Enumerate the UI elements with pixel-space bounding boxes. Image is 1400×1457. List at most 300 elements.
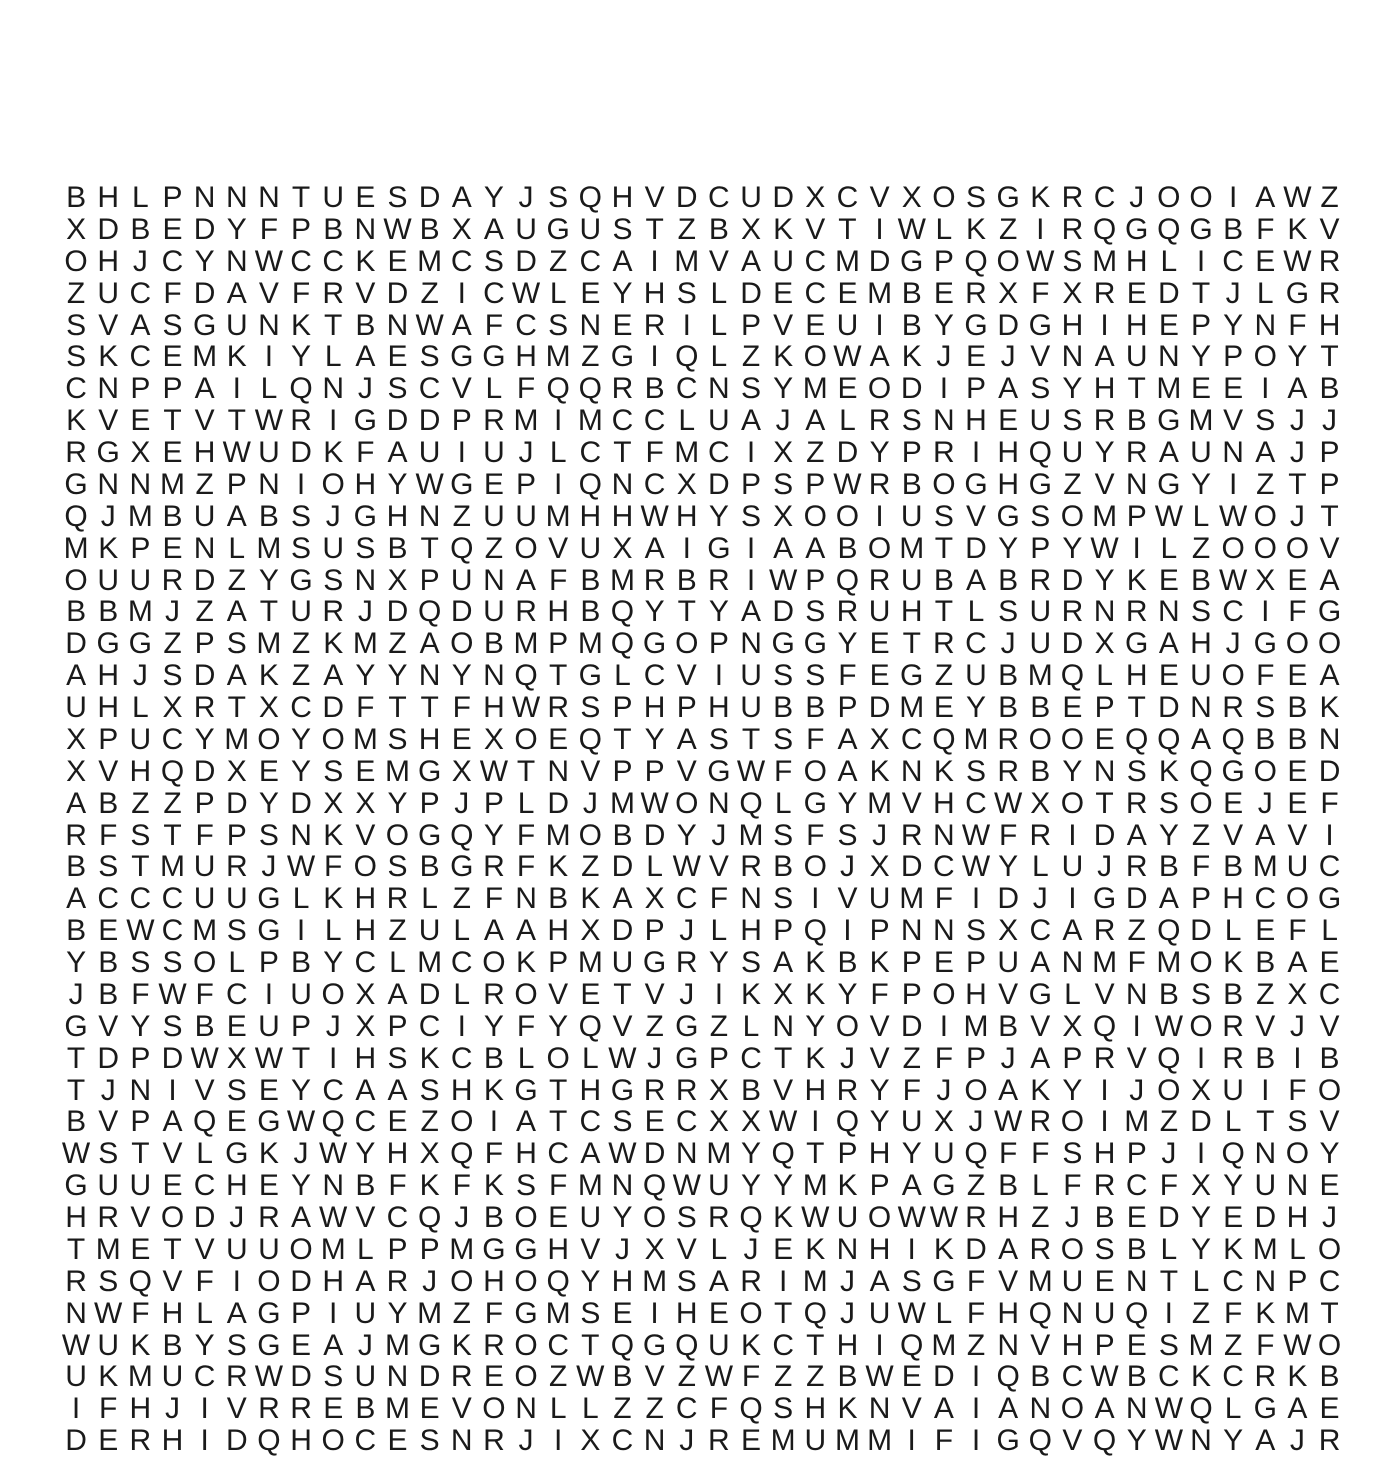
grid-letter: V xyxy=(1319,1009,1340,1043)
grid-letter: U xyxy=(258,436,280,469)
grid-letter: B xyxy=(1287,691,1308,724)
grid-letter: H xyxy=(900,595,923,629)
grid-letter: W xyxy=(190,1041,219,1075)
grid-letter: H xyxy=(290,1424,312,1457)
grid-letter: V xyxy=(98,1105,119,1139)
grid-letter: R xyxy=(933,627,955,661)
grid-letter: F xyxy=(516,818,536,852)
grid-letter: B xyxy=(773,850,794,884)
grid-letter: C xyxy=(772,1328,794,1362)
grid-letter: A xyxy=(644,531,665,565)
grid-letter: Y xyxy=(226,212,247,246)
grid-letter: V xyxy=(773,1073,794,1107)
grid-letter: J xyxy=(1257,786,1273,820)
grid-letter: O xyxy=(803,499,827,533)
grid-letter: I xyxy=(746,436,756,469)
grid-letter: V xyxy=(998,1264,1019,1298)
grid-row xyxy=(60,788,1346,820)
grid-letter: L xyxy=(421,882,438,916)
grid-letter: L xyxy=(1031,1169,1049,1203)
grid-letter: K xyxy=(869,754,890,788)
grid-letter: V xyxy=(162,1264,183,1298)
grid-letter: R xyxy=(643,308,666,342)
grid-letter: M xyxy=(256,627,282,661)
grid-letter: U xyxy=(225,882,248,916)
grid-letter: B xyxy=(612,818,633,852)
grid-letter: T xyxy=(227,404,246,438)
grid-letter: D xyxy=(836,436,859,469)
grid-letter: V xyxy=(258,276,279,310)
grid-letter: P xyxy=(676,691,697,724)
grid-letter: Y xyxy=(258,563,279,597)
grid-letter: P xyxy=(387,1232,408,1266)
grid-letter: N xyxy=(1318,722,1341,756)
grid-letter: R xyxy=(65,1264,87,1298)
grid-letter: B xyxy=(1158,850,1179,884)
grid-letter: M xyxy=(1092,499,1118,533)
grid-letter: N xyxy=(1254,1137,1277,1171)
grid-letter: M xyxy=(192,914,218,948)
grid-letter: D xyxy=(515,244,537,278)
grid-letter: E xyxy=(1062,691,1083,724)
grid-letter: K xyxy=(933,754,954,788)
grid-letter: F xyxy=(709,1392,729,1426)
grid-letter: M xyxy=(159,467,185,501)
grid-letter: C xyxy=(965,627,987,661)
grid-letter: V xyxy=(548,977,569,1011)
grid-letter: W xyxy=(415,308,444,342)
grid-letter: N xyxy=(772,1009,794,1043)
grid-letter: B xyxy=(1030,754,1051,788)
grid-letter: Y xyxy=(805,1009,826,1043)
grid-letter: N xyxy=(1286,1169,1309,1203)
grid-letter: Y xyxy=(355,659,376,693)
grid-letter: X xyxy=(162,691,183,724)
grid-letter: G xyxy=(1028,308,1052,342)
grid-letter: Q xyxy=(900,1328,924,1362)
grid-letter: U xyxy=(1125,340,1148,374)
grid-letter: U xyxy=(1061,1264,1084,1298)
grid-letter: Y xyxy=(194,244,215,278)
grid-letter: P xyxy=(291,1296,312,1330)
grid-letter: F xyxy=(998,818,1018,852)
grid-letter: G xyxy=(964,308,988,342)
grid-letter: I xyxy=(1228,181,1238,214)
grid-letter: B xyxy=(773,691,794,724)
grid-letter: I xyxy=(650,1296,659,1330)
grid-letter: R xyxy=(933,436,955,469)
grid-letter: M xyxy=(577,1169,603,1203)
grid-letter: X xyxy=(708,1105,729,1139)
grid-letter: U xyxy=(708,404,730,438)
grid-letter: X xyxy=(387,563,408,597)
grid-letter: X xyxy=(66,754,87,788)
grid-letter: R xyxy=(97,1201,120,1234)
grid-letter: D xyxy=(418,977,441,1011)
grid-letter: A xyxy=(1319,563,1340,597)
grid-letter: G xyxy=(417,818,442,852)
grid-letter: V xyxy=(1287,818,1308,852)
grid-letter: H xyxy=(1093,1137,1116,1171)
grid-letter: F xyxy=(356,436,375,469)
grid-letter: N xyxy=(1061,340,1084,374)
grid-letter: V xyxy=(837,882,858,916)
grid-letter: Q xyxy=(1189,754,1213,788)
grid-letter: X xyxy=(612,531,633,565)
grid-letter: Q xyxy=(1189,1392,1213,1426)
grid-letter: Q xyxy=(1028,436,1052,469)
grid-letter: G xyxy=(675,1041,699,1075)
grid-letter: A xyxy=(516,914,537,948)
grid-letter: C xyxy=(933,850,955,884)
grid-letter: J xyxy=(132,659,148,693)
grid-letter: K xyxy=(741,977,762,1011)
grid-letter: D xyxy=(225,786,248,820)
grid-letter: G xyxy=(642,1328,667,1362)
grid-letter: H xyxy=(225,1169,248,1203)
grid-letter: E xyxy=(1126,1201,1147,1234)
grid-letter: Y xyxy=(1062,754,1083,788)
grid-letter: G xyxy=(546,212,570,246)
grid-letter: L xyxy=(710,914,728,948)
grid-letter: Q xyxy=(578,181,602,214)
grid-letter: T xyxy=(1288,467,1307,501)
grid-letter: K xyxy=(805,1041,826,1075)
grid-letter: T xyxy=(1320,340,1339,374)
grid-letter: V xyxy=(1030,1009,1051,1043)
grid-letter: R xyxy=(708,563,730,597)
grid-letter: V xyxy=(1062,1424,1083,1457)
grid-letter: J xyxy=(1161,1137,1177,1171)
grid-letter: U xyxy=(515,499,537,533)
grid-letter: I xyxy=(554,404,563,438)
grid-letter: D xyxy=(1093,818,1116,852)
grid-letter: N xyxy=(450,1424,473,1457)
grid-letter: F xyxy=(1256,1328,1275,1362)
grid-letter: R xyxy=(258,1201,280,1234)
grid-letter: M xyxy=(127,1360,153,1394)
grid-letter: D xyxy=(418,1360,441,1394)
grid-letter: N xyxy=(836,1232,859,1266)
grid-letter: I xyxy=(1261,1073,1270,1107)
grid-letter: A xyxy=(387,1073,408,1107)
grid-letter: S xyxy=(966,914,987,948)
grid-letter: L xyxy=(710,308,728,342)
grid-letter: H xyxy=(1222,882,1244,916)
grid-letter: E xyxy=(291,1328,312,1362)
grid-letter: L xyxy=(549,1392,567,1426)
grid-letter: R xyxy=(1318,1424,1341,1457)
grid-letter: W xyxy=(993,1105,1023,1139)
grid-letter: S xyxy=(162,1009,183,1043)
grid-letter: F xyxy=(324,850,343,884)
grid-letter: T xyxy=(163,404,182,438)
grid-letter: J xyxy=(839,1264,855,1298)
grid-letter: D xyxy=(322,691,345,724)
grid-letter: J xyxy=(1129,1073,1145,1107)
grid-letter: L xyxy=(1160,1232,1178,1266)
grid-letter: U xyxy=(900,499,923,533)
grid-letter: S xyxy=(516,1169,537,1203)
grid-letter: F xyxy=(774,754,793,788)
grid-letter: U xyxy=(322,531,345,565)
grid-letter: M xyxy=(674,436,700,469)
grid-letter: X xyxy=(773,499,794,533)
grid-letter: W xyxy=(833,467,862,501)
grid-row xyxy=(60,405,1346,437)
grid-letter: Q xyxy=(160,754,185,788)
grid-letter: E xyxy=(933,691,954,724)
grid-letter: G xyxy=(1317,882,1342,916)
grid-letter: N xyxy=(483,659,505,693)
grid-letter: F xyxy=(516,1009,536,1043)
grid-letter: G xyxy=(64,467,88,501)
grid-letter: S xyxy=(162,659,183,693)
grid-letter: G xyxy=(482,1232,506,1266)
grid-letter: E xyxy=(1158,659,1179,693)
grid-letter: C xyxy=(161,244,184,278)
grid-letter: Q xyxy=(578,722,602,756)
grid-letter: E xyxy=(130,404,151,438)
grid-letter: K xyxy=(773,212,794,246)
grid-letter: N xyxy=(997,1328,1019,1362)
grid-letter: C xyxy=(418,372,441,406)
grid-letter: I xyxy=(554,1424,563,1457)
grid-letter: O xyxy=(64,244,88,278)
grid-letter: V xyxy=(355,1201,376,1234)
grid-letter: N xyxy=(290,818,312,852)
grid-letter: L xyxy=(453,914,471,948)
grid-letter: C xyxy=(450,244,473,278)
grid-row xyxy=(60,437,1346,469)
grid-letter: C xyxy=(579,244,602,278)
grid-letter: A xyxy=(387,436,408,469)
grid-letter: T xyxy=(1320,499,1339,533)
grid-letter: L xyxy=(517,1041,535,1075)
grid-letter: H xyxy=(804,1392,827,1426)
grid-letter: U xyxy=(965,659,987,693)
grid-letter: Z xyxy=(195,595,214,629)
grid-letter: A xyxy=(355,340,376,374)
grid-letter: X xyxy=(773,977,794,1011)
grid-letter: A xyxy=(226,1296,247,1330)
grid-letter: F xyxy=(99,818,118,852)
grid-letter: O xyxy=(1285,627,1310,661)
grid-letter: X xyxy=(580,914,601,948)
grid-letter: T xyxy=(549,1105,568,1139)
grid-letter: S xyxy=(933,499,954,533)
grid-letter: D xyxy=(193,1201,216,1234)
grid-letter: G xyxy=(1253,1392,1277,1426)
grid-row xyxy=(60,278,1346,310)
grid-letter: I xyxy=(650,340,659,374)
grid-letter: O xyxy=(450,1105,474,1139)
grid-letter: B xyxy=(676,563,697,597)
grid-letter: Q xyxy=(578,467,602,501)
grid-letter: M xyxy=(127,595,153,629)
grid-letter: V xyxy=(1094,467,1115,501)
grid-letter: W xyxy=(61,1137,91,1171)
grid-letter: F xyxy=(1031,276,1050,310)
grid-letter: Z xyxy=(1320,181,1339,214)
grid-letter: O xyxy=(1317,627,1342,661)
grid-letter: S xyxy=(580,1296,601,1330)
grid-letter: W xyxy=(511,691,541,724)
grid-letter: S xyxy=(1190,595,1211,629)
grid-letter: S xyxy=(1030,499,1051,533)
grid-letter: E xyxy=(387,1424,408,1457)
grid-letter: Y xyxy=(291,1169,312,1203)
grid-letter: Z xyxy=(388,627,407,661)
grid-letter: Y xyxy=(708,946,729,979)
grid-letter: M xyxy=(192,340,218,374)
grid-letter: A xyxy=(998,372,1019,406)
grid-row xyxy=(60,1202,1346,1234)
grid-letter: R xyxy=(1222,691,1244,724)
grid-letter: B xyxy=(1223,977,1244,1011)
grid-letter: R xyxy=(1093,276,1116,310)
grid-letter: N xyxy=(129,467,152,501)
grid-letter: I xyxy=(875,1328,884,1362)
grid-row xyxy=(60,1138,1346,1170)
grid-letter: M xyxy=(1124,1105,1150,1139)
grid-letter: B xyxy=(805,691,826,724)
grid-letter: P xyxy=(419,786,440,820)
grid-letter: Z xyxy=(1223,1328,1243,1362)
grid-letter: Z xyxy=(677,212,696,246)
grid-letter: F xyxy=(934,1424,954,1457)
grid-letter: T xyxy=(613,977,632,1011)
grid-letter: O xyxy=(675,627,699,661)
grid-letter: D xyxy=(193,659,216,693)
grid-letter: S xyxy=(676,1201,697,1234)
grid-letter: H xyxy=(386,499,409,533)
grid-letter: J xyxy=(1289,499,1305,533)
grid-letter: R xyxy=(1093,1169,1116,1203)
grid-letter: U xyxy=(65,1360,87,1394)
grid-letter: I xyxy=(682,531,691,565)
grid-letter: P xyxy=(612,691,633,724)
grid-letter: J xyxy=(164,1392,180,1426)
grid-letter: I xyxy=(1100,1105,1109,1139)
grid-letter: A xyxy=(291,1201,312,1234)
grid-letter: H xyxy=(322,1264,345,1298)
grid-letter: K xyxy=(130,1328,151,1362)
grid-letter: S xyxy=(612,212,633,246)
grid-letter: Y xyxy=(387,1296,408,1330)
grid-letter: A xyxy=(451,308,472,342)
grid-letter: X xyxy=(451,754,472,788)
grid-letter: Z xyxy=(1191,818,1211,852)
grid-letter: N xyxy=(740,882,762,916)
grid-letter: K xyxy=(837,1169,858,1203)
grid-letter: J xyxy=(229,1201,245,1234)
grid-letter: N xyxy=(611,1169,634,1203)
grid-letter: Y xyxy=(483,1009,504,1043)
grid-letter: A xyxy=(1062,914,1083,948)
grid-letter: Y xyxy=(998,531,1019,565)
grid-letter: W xyxy=(801,1201,830,1234)
grid-letter: D xyxy=(290,786,312,820)
grid-letter: F xyxy=(1063,1169,1082,1203)
grid-letter: A xyxy=(323,1328,344,1362)
grid-letter: O xyxy=(1060,786,1085,820)
grid-letter: O xyxy=(514,722,538,756)
grid-letter: Z xyxy=(163,786,182,820)
grid-letter: D xyxy=(547,786,570,820)
grid-letter: Z xyxy=(420,1105,439,1139)
grid-letter: P xyxy=(130,1105,151,1139)
grid-letter: E xyxy=(226,1105,247,1139)
grid-letter: V xyxy=(194,1232,215,1266)
grid-letter: V xyxy=(708,850,729,884)
grid-letter: C xyxy=(290,244,312,278)
grid-letter: X xyxy=(130,436,151,469)
grid-letter: M xyxy=(320,1232,346,1266)
grid-letter: B xyxy=(1255,946,1276,979)
grid-letter: M xyxy=(577,404,603,438)
grid-letter: U xyxy=(65,691,87,724)
grid-letter: U xyxy=(1029,595,1052,629)
grid-letter: E xyxy=(580,276,601,310)
grid-letter: T xyxy=(66,1041,86,1075)
grid-letter: L xyxy=(1192,499,1210,533)
grid-letter: O xyxy=(932,977,956,1011)
grid-letter: S xyxy=(162,308,183,342)
grid-letter: H xyxy=(1125,308,1148,342)
grid-letter: M xyxy=(545,499,571,533)
grid-letter: I xyxy=(489,1105,499,1139)
grid-letter: Y xyxy=(901,1137,922,1171)
grid-letter: I xyxy=(1261,372,1270,406)
grid-letter: Q xyxy=(578,1009,602,1043)
grid-letter: B xyxy=(741,1073,762,1107)
grid-letter: L xyxy=(549,276,567,310)
grid-letter: I xyxy=(971,1392,981,1426)
grid-letter: G xyxy=(257,1105,281,1139)
grid-letter: C xyxy=(547,1137,570,1171)
grid-letter: D xyxy=(1158,1201,1180,1234)
grid-letter: C xyxy=(1318,1264,1341,1298)
grid-letter: A xyxy=(516,563,537,597)
grid-row xyxy=(60,246,1346,278)
grid-row xyxy=(60,1298,1346,1330)
grid-letter: W xyxy=(1154,1424,1184,1457)
grid-letter: Q xyxy=(803,1296,827,1330)
grid-letter: A xyxy=(1126,818,1147,852)
grid-letter: D xyxy=(450,595,473,629)
grid-letter: V xyxy=(98,404,119,438)
grid-letter: V xyxy=(98,1009,119,1043)
grid-letter: B xyxy=(612,1360,633,1394)
grid-letter: U xyxy=(290,977,312,1011)
grid-letter: P xyxy=(483,786,504,820)
grid-letter: M xyxy=(867,786,893,820)
grid-letter: B xyxy=(548,882,569,916)
grid-letter: Y xyxy=(1190,467,1211,501)
grid-letter: U xyxy=(354,1360,377,1394)
grid-letter: F xyxy=(966,1264,986,1298)
grid-letter: Y xyxy=(1223,308,1244,342)
grid-letter: S xyxy=(291,531,312,565)
grid-letter: K xyxy=(580,882,601,916)
grid-letter: E xyxy=(162,340,183,374)
grid-letter: B xyxy=(419,212,440,246)
grid-letter: J xyxy=(614,1232,630,1266)
grid-letter: T xyxy=(1191,276,1211,310)
grid-letter: A xyxy=(1158,436,1179,469)
grid-letter: A xyxy=(869,340,890,374)
